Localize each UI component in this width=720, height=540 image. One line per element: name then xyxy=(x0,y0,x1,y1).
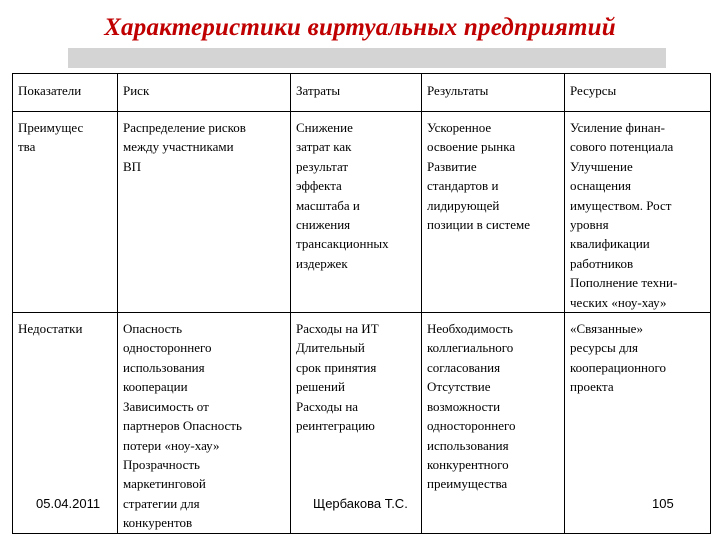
disadvantages-risk-cell: Опасность одностороннего использования кооперации Зависимость от партнеров Опасность потери «ноу-хау» Прозрачность маркетинговой стратегии для конкурентов xyxy=(118,313,291,533)
advantages-costs-cell: Снижение затрат как результат эффекта масштаба и снижения трансакционных издержек xyxy=(291,112,422,313)
disadvantages-costs-cell: Расходы на ИТ Длительный срок принятия решений Расходы на реинтеграцию xyxy=(291,313,422,533)
header-cell-resources: Ресурсы xyxy=(565,74,711,112)
disadvantages-results-cell: Необходимость коллегиального согласования Отсутствие возможности одностороннего использования конкурентного преимущества xyxy=(422,313,565,533)
disadvantages-resources-cell: «Связанные» ресурсы для кооперационного проекта xyxy=(565,313,711,533)
header-cell-results: Результаты xyxy=(422,74,565,112)
footer-date: 05.04.2011 xyxy=(36,496,101,511)
title-underline-bar xyxy=(68,48,666,68)
row-label-disadvantages: Недостатки xyxy=(13,313,118,533)
advantages-results-cell: Ускоренное освоение рынка Развитие стандартов и лидирующей позиции в системе xyxy=(422,112,565,313)
slide-title: Характеристики виртуальных предприятий xyxy=(104,14,616,41)
header-cell-costs: Затраты xyxy=(291,74,422,112)
advantages-risk-cell: Распределение рисков между участниками ВП xyxy=(118,112,291,313)
table-row-advantages xyxy=(13,112,711,313)
advantages-resources-cell: Усиление финан- сового потенциала Улучшение оснащения имуществом. Рост уровня квалификации работников Пополнение техни- ческих «ноу-хау» xyxy=(565,112,711,313)
footer-page-number: 105 xyxy=(652,496,674,511)
row-label-advantages: Преимущес тва xyxy=(13,112,118,313)
header-cell-indicators: Показатели xyxy=(13,74,118,112)
header-cell-risk: Риск xyxy=(118,74,291,112)
table-header-row xyxy=(13,74,711,112)
characteristics-table xyxy=(12,73,711,534)
footer-author: Щербакова Т.С. xyxy=(313,496,408,511)
